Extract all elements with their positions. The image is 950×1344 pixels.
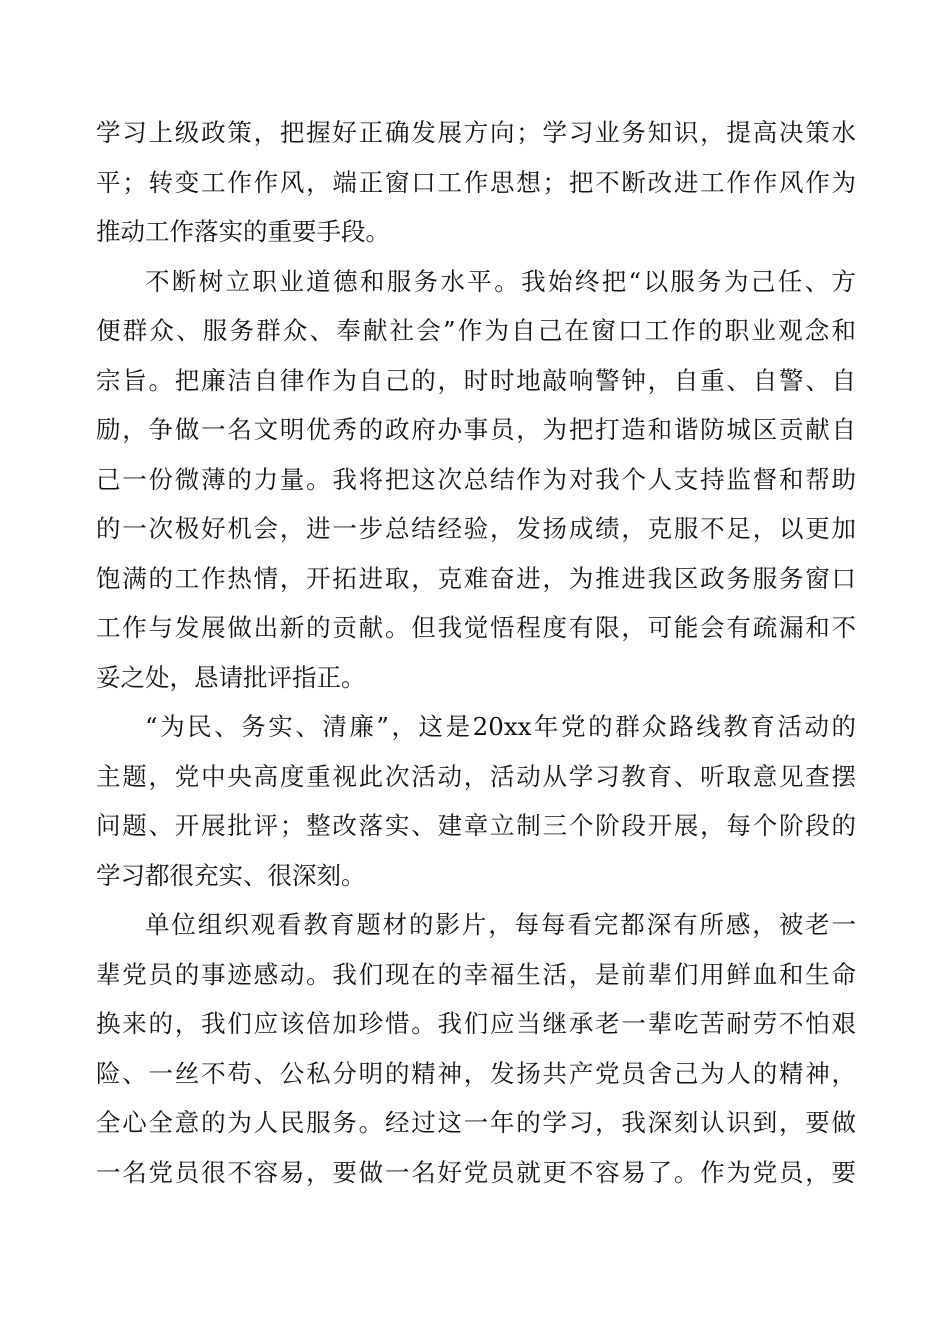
text-line: 平；转变工作作风，端正窗口工作思想；把不断改进工作作风作为 — [96, 167, 856, 197]
text-line: “为民、务实、清廉”，这是20xx年党的群众路线教育活动的 — [145, 712, 856, 741]
text-line: 的一次极好机会，进一步总结经验，发扬成绩，克服不足，以更加 — [96, 514, 856, 543]
document-body — [96, 108, 856, 1197]
text-line: 学习上级政策，把握好正确发展方向；学习业务知识，提高决策水 — [96, 118, 856, 147]
text-line: 险、一丝不苟、公私分明的精神，发扬共产党员舍己为人的精神， — [96, 1058, 856, 1088]
text-line: 便群众、服务群众、奉献社会”作为自己在窗口工作的职业观念和 — [96, 316, 856, 345]
text-line: 妥之处，恳请批评指正。 — [96, 662, 366, 692]
text-line: 问题、开展批评；整改落实、建章立制三个阶段开展，每个阶段的 — [96, 811, 856, 840]
text-line: 学习都很充实、很深刻。 — [96, 860, 366, 890]
text-line: 饱满的工作热情，开拓进取，克难奋进，为推进我区政务服务窗口 — [96, 563, 856, 593]
text-line: 不断树立职业道德和服务水平。我始终把“以服务为己任、方 — [145, 266, 856, 296]
text-line: 推动工作落实的重要手段。 — [96, 217, 390, 246]
text-line: 换来的，我们应该倍加珍惜。我们应当继承老一辈吃苦耐劳不怕艰 — [96, 1009, 856, 1038]
text-line: 励，争做一名文明优秀的政府办事员，为把打造和谐防城区贡献自 — [96, 415, 856, 444]
text-line: 主题，党中央高度重视此次活动，活动从学习教育、听取意见查摆 — [96, 761, 856, 791]
text-line: 工作与发展做出新的贡献。但我觉悟程度有限，可能会有疏漏和不 — [96, 613, 856, 642]
text-line: 单位组织观看教育题材的影片，每每看完都深有所感，被老一 — [145, 910, 856, 939]
text-line: 一名党员很不容易，要做一名好党员就更不容易了。作为党员，要 — [96, 1157, 856, 1187]
text-line: 辈党员的事迹感动。我们现在的幸福生活，是前辈们用鲜血和生命 — [96, 959, 856, 989]
text-line: 己一份微薄的力量。我将把这次总结作为对我个人支持监督和帮助 — [96, 464, 856, 494]
text-line: 宗旨。把廉洁自律作为自己的，时时地敲响警钟，自重、自警、自 — [96, 365, 856, 395]
text-line: 全心全意的为人民服务。经过这一年的学习，我深刻认识到，要做 — [96, 1108, 856, 1137]
